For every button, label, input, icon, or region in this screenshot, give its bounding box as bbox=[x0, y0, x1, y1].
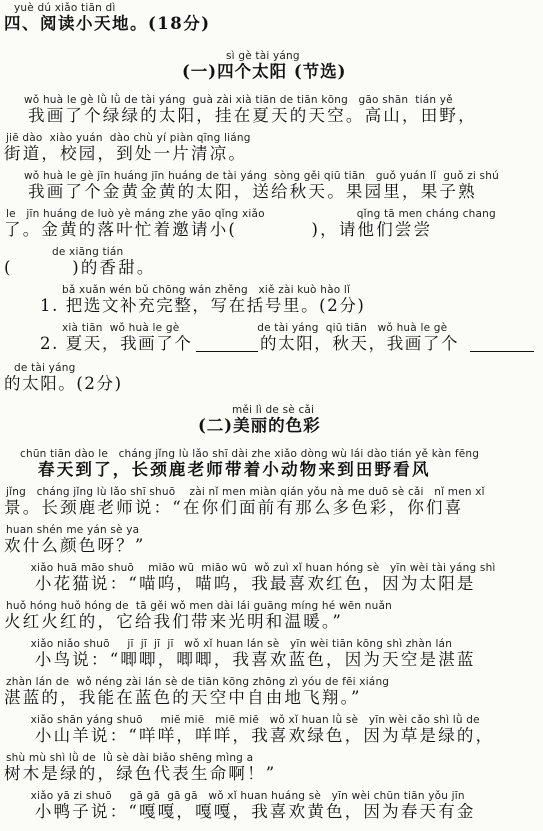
section-head-title: 四、阅读小天地。(18分) bbox=[4, 14, 211, 33]
p2-line10-pinyin: xiǎo yā zi shuō gā gā gā gā wǒ xǐ huan huáng sè yīn wèi chūn tiān yǒu jīn bbox=[20, 790, 465, 802]
p2-line7-pinyin: zhàn lán de wǒ néng zài lán sè de tiān kōng zhōng zì yóu de fēi xiáng bbox=[6, 676, 390, 688]
p2-line10-text: 小鸭子说：“嘎嘎，嘎嘎，我喜欢黄色，因为春天有金 bbox=[20, 802, 476, 821]
p1-line4-pinyin: le jīn huáng de luò yè máng zhe yāo qǐng xiǎo qǐng tā men cháng chang bbox=[6, 208, 496, 220]
p1-line5-text: ( )的香甜。 bbox=[4, 258, 156, 277]
q1-text: 1. 把选文补充完整，写在括号里。(2分) bbox=[40, 296, 366, 315]
p2-line1-text: 春天到了，长颈鹿老师带着小动物来到田野看风 bbox=[38, 460, 431, 479]
p2-line9-pinyin: shù mù shì lǜ de lǜ sè dài biǎo shēng mìng a bbox=[6, 752, 254, 764]
p2-line8-text: 小山羊说：“咩咩，咩咩，我喜欢绿色，因为草是绿的， bbox=[20, 726, 495, 745]
part2-title-pinyin: měi lì de sè cǎi bbox=[232, 404, 315, 416]
p2-line3-pinyin: huan shén me yán sè ya bbox=[6, 524, 140, 536]
p2-line1-pinyin: chūn tiān dào le cháng jǐng lù lǎo shī dài zhe xiǎo dòng wù lái dào tián yě kàn fēng bbox=[20, 448, 480, 460]
p2-line6-text: 小鸟说：“唧唧，唧唧，我喜欢蓝色，因为天空是湛蓝 bbox=[20, 650, 476, 669]
p2-line2-pinyin: jǐng cháng jǐng lù lǎo shī shuō zài nǐ men miàn qián yǒu nà me duō sè cǎi nǐ men xǐ bbox=[6, 486, 485, 498]
part2-title: (二)美丽的色彩 bbox=[198, 416, 321, 435]
p2-line2-text: 景。长颈鹿老师说：“在你们面前有那么多色彩，你们喜 bbox=[4, 498, 464, 517]
q2-pinyin-2: de tài yáng bbox=[14, 362, 76, 374]
p2-line3-text: 欢什么颜色呀？” bbox=[4, 536, 146, 555]
q2-answer-blank-1[interactable] bbox=[196, 336, 258, 352]
p2-line9-text: 树木是绿的，绿色代表生命啊！” bbox=[4, 764, 277, 783]
q1-pinyin: bǎ xuǎn wén bǔ chōng wán zhěng xiě zài kuò hào lǐ bbox=[62, 284, 351, 296]
q2-answer-blank-2[interactable] bbox=[470, 336, 534, 352]
p2-line7-text: 湛蓝的，我能在蓝色的天空中自由地飞翔。” bbox=[4, 688, 362, 707]
q2-text-a: 2. 夏天，我画了个 bbox=[40, 334, 193, 353]
part1-title-pinyin: sì gè tài yáng bbox=[226, 50, 300, 62]
q2-pinyin: xià tiān wǒ huà le gè de tài yáng qiū tiān wǒ huà le gè bbox=[62, 322, 448, 334]
p1-line3-pinyin: wǒ huà le gè jīn huáng jīn huáng de tài yáng sòng gěi qiū tiān guǒ yuán lǐ guǒ zi shú bbox=[24, 170, 499, 182]
q2-text-2: 的太阳。(2分) bbox=[4, 374, 123, 393]
p2-line8-pinyin: xiǎo shān yáng shuō miē miē miē miē wǒ xǐ huan lǜ sè yīn wèi cǎo shì lǜ de bbox=[20, 714, 480, 726]
p1-line2-text: 街道，校园，到处一片清凉。 bbox=[4, 144, 248, 163]
p2-line4-text: 小花猫说：“喵呜，喵呜，我最喜欢红色，因为太阳是 bbox=[20, 574, 476, 593]
p1-line4-text: 了。金黄的落叶忙着邀请小( )，请他们尝尝 bbox=[4, 220, 433, 239]
p2-line6-pinyin: xiǎo niǎo shuō jī jī jī jī wǒ xǐ huan lán sè yīn wèi tiān kōng shì zhàn lán bbox=[20, 638, 453, 650]
p2-line4-pinyin: xiǎo huā māo shuō miāo wū miāo wū wǒ zuì xǐ huan hóng sè yīn wèi tài yáng shì bbox=[20, 562, 496, 574]
p1-line1-text: 我画了个绿绿的太阳，挂在夏天的天空。高山，田野， bbox=[28, 106, 477, 125]
p1-line3-text: 我画了个金黄金黄的太阳，送给秋天。果园里，果子熟 bbox=[28, 182, 477, 201]
section-head-pinyin: yuè dú xiǎo tiān dì bbox=[14, 2, 116, 14]
p2-line5-pinyin: huǒ hóng huǒ hóng de tā gěi wǒ men dài lái guāng míng hé wēn nuǎn bbox=[6, 600, 392, 612]
part1-title: (一)四个太阳 (节选) bbox=[182, 62, 347, 81]
p1-line1-pinyin: wǒ huà le gè lǜ lǜ de tài yáng guà zài xià tiān de tiān kōng gāo shān tián yě bbox=[24, 94, 453, 106]
p2-line5-text: 火红火红的，它给我们带来光明和温暖。” bbox=[4, 612, 343, 631]
p1-line5-pinyin: de xiāng tián bbox=[6, 246, 124, 258]
p1-line2-pinyin: jiē dào xiào yuán dào chù yí piàn qīng liáng bbox=[6, 132, 251, 144]
q2-text-b: 的太阳，秋天，我画了个 bbox=[260, 334, 460, 353]
